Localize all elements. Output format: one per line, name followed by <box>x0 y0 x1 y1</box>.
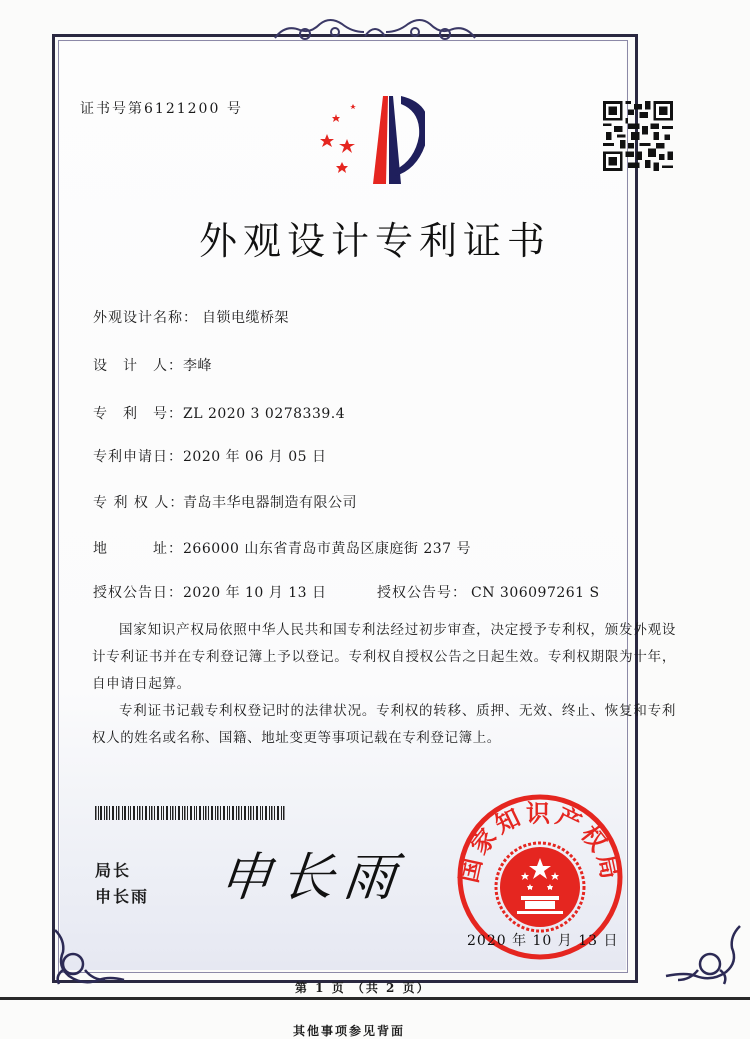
field-label: 地 址： <box>93 541 183 557</box>
field-value: 2020 年 06 月 05 日 <box>183 449 327 465</box>
field-design-name <box>93 307 289 327</box>
field-value: CN 306097261 S <box>471 585 600 601</box>
seal-date: 2020 年 10 月 13 日 <box>467 933 619 949</box>
field-label: 授权公告日： <box>93 585 183 601</box>
body-paragraph-2: 专利证书记载专利权登记时的法律状况。专利权的转移、质押、无效、终止、恢复和专利权人的姓名或名称、国籍、地址变更等事项记载在专利登记簿上。 <box>92 703 676 746</box>
bottom-rule <box>0 997 750 1000</box>
footer-note: 其他事项参见背面 <box>293 1024 406 1038</box>
field-label: 外观设计名称： <box>93 310 198 326</box>
qr-code-icon <box>601 101 675 171</box>
field-value: 266000 山东省青岛市黄岛区康庭街 237 号 <box>183 541 472 557</box>
field-address <box>93 538 471 558</box>
field-value: 2020 年 10 月 13 日 <box>183 585 327 601</box>
field-patent-number <box>93 403 345 423</box>
field-label: 授权公告号： <box>377 585 467 601</box>
handwritten-signature: 申长雨 <box>216 848 409 908</box>
field-label: 专 利 权 人： <box>93 495 185 511</box>
field-designer <box>93 355 212 375</box>
field-value: 青岛丰华电器制造有限公司 <box>183 495 357 511</box>
field-value: 李峰 <box>183 358 212 374</box>
cnipa-logo-icon <box>315 84 425 184</box>
certificate-number-value: 6121200 <box>144 101 221 117</box>
field-grant-date <box>93 582 327 602</box>
field-application-date <box>93 446 327 466</box>
signer-name: 申长雨 <box>95 887 150 906</box>
bottom-right-ornament-icon <box>660 920 750 990</box>
field-label: 专 利 号： <box>93 406 183 422</box>
field-grant-number <box>377 582 600 602</box>
certificate-title: 外观设计专利证书 <box>198 219 551 263</box>
bottom-left-ornament-icon <box>45 920 135 990</box>
top-border-left-segment <box>52 34 267 37</box>
certificate-number-label: 证书号第 <box>80 101 144 117</box>
signer-title: 局长 <box>95 861 132 880</box>
certificate-number <box>80 98 243 118</box>
top-border-right-segment <box>485 34 635 37</box>
svg-text:国家知识产权局: 国家知识产权局 <box>455 799 625 886</box>
barcode-icon <box>95 806 285 820</box>
top-ornament-icon <box>265 12 485 48</box>
field-value: ZL 2020 3 0278339.4 <box>183 406 346 422</box>
field-label: 设 计 人： <box>93 358 183 374</box>
body-paragraphs <box>92 617 676 752</box>
page-indicator: 第 1 页 （共 2 页） <box>295 981 431 995</box>
field-patentee <box>93 492 357 512</box>
body-paragraph-1: 国家知识产权局依照中华人民共和国专利法经过初步审查，决定授予专利权，颁发外观设计专利证书并在专利登记簿上予以登记。专利权自授权公告之日起生效。专利权期限为十年，自申请日起算。 <box>92 622 676 692</box>
field-label: 专利申请日： <box>93 449 183 465</box>
certificate-number-suffix: 号 <box>226 101 243 117</box>
field-value: 自锁电缆桥架 <box>202 310 289 326</box>
